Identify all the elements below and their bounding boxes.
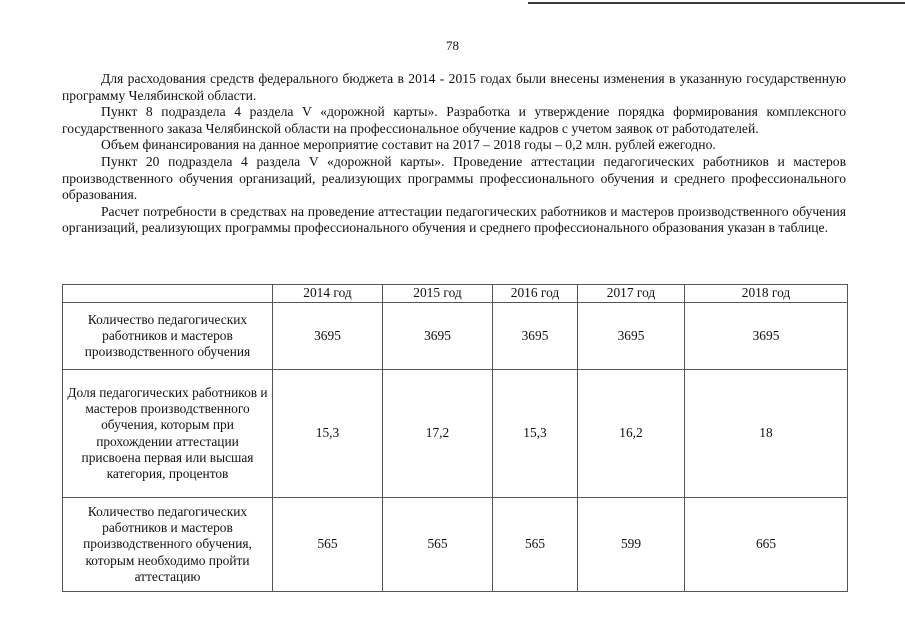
header-cell: 2015 год (383, 285, 493, 303)
table-cell: 599 (578, 498, 685, 592)
header-cell: 2016 год (493, 285, 578, 303)
header-cell: 2014 год (273, 285, 383, 303)
table-cell: 15,3 (273, 370, 383, 498)
paragraph: Пункт 8 подраздела 4 раздела V «дорожной карты». Разработка и утверждение порядка формирования комплексного государственного заказа Челябинской области на профессиональное обучение кадров с учетом заявок от работодателей. (62, 104, 846, 136)
paragraph: Объем финансирования на данное мероприятие составит на 2017 – 2018 годы – 0,2 млн. рублей ежегодно. (101, 137, 716, 153)
body-text (62, 71, 846, 237)
table-cell: 565 (273, 498, 383, 592)
table-cell: 3695 (685, 303, 848, 370)
table-row (63, 498, 848, 592)
page-number: 78 (446, 38, 459, 53)
table-cell: 3695 (493, 303, 578, 370)
table-cell: 3695 (273, 303, 383, 370)
paragraph: Для расходования средств федерального бюджета в 2014 - 2015 годах были внесены изменения в указанную государственную программу Челябинской области. (62, 71, 846, 103)
header-cell: 2017 год (578, 285, 685, 303)
table-header-row (63, 285, 848, 303)
table-cell: 18 (685, 370, 848, 498)
attestation-table (62, 284, 848, 592)
paragraph: Расчет потребности в средствах на проведение аттестации педагогических работников и мастеров производственного обучения организаций, реализующих программы профессионального обучения и среднего профессионального образования указан в таблице. (62, 203, 846, 236)
table-cell: 565 (493, 498, 578, 592)
table-cell: 565 (383, 498, 493, 592)
table-cell: 665 (685, 498, 848, 592)
header-cell: 2018 год (685, 285, 848, 303)
header-cell (63, 285, 273, 303)
row-label: Количество педагогических работников и мастеров производственного обучения (63, 303, 273, 370)
top-rule (528, 2, 905, 4)
table-cell: 17,2 (383, 370, 493, 498)
row-label: Доля педагогических работников и мастеров производственного обучения, которым при прохождении аттестации присвоена первая или высшая категория, процентов (63, 370, 273, 498)
table-row (63, 303, 848, 370)
table-cell: 3695 (383, 303, 493, 370)
paragraph: Пункт 20 подраздела 4 раздела V «дорожной карты». Проведение аттестации педагогических работников и мастеров производственного обучения организаций, реализующих программы профессионального обучения и среднего профессионального образования. (62, 153, 846, 203)
table-cell: 15,3 (493, 370, 578, 498)
table-row (63, 370, 848, 498)
table-cell: 3695 (578, 303, 685, 370)
table-cell: 16,2 (578, 370, 685, 498)
row-label: Количество педагогических работников и мастеров производственного обучения, которым необходимо пройти аттестацию (63, 498, 273, 592)
